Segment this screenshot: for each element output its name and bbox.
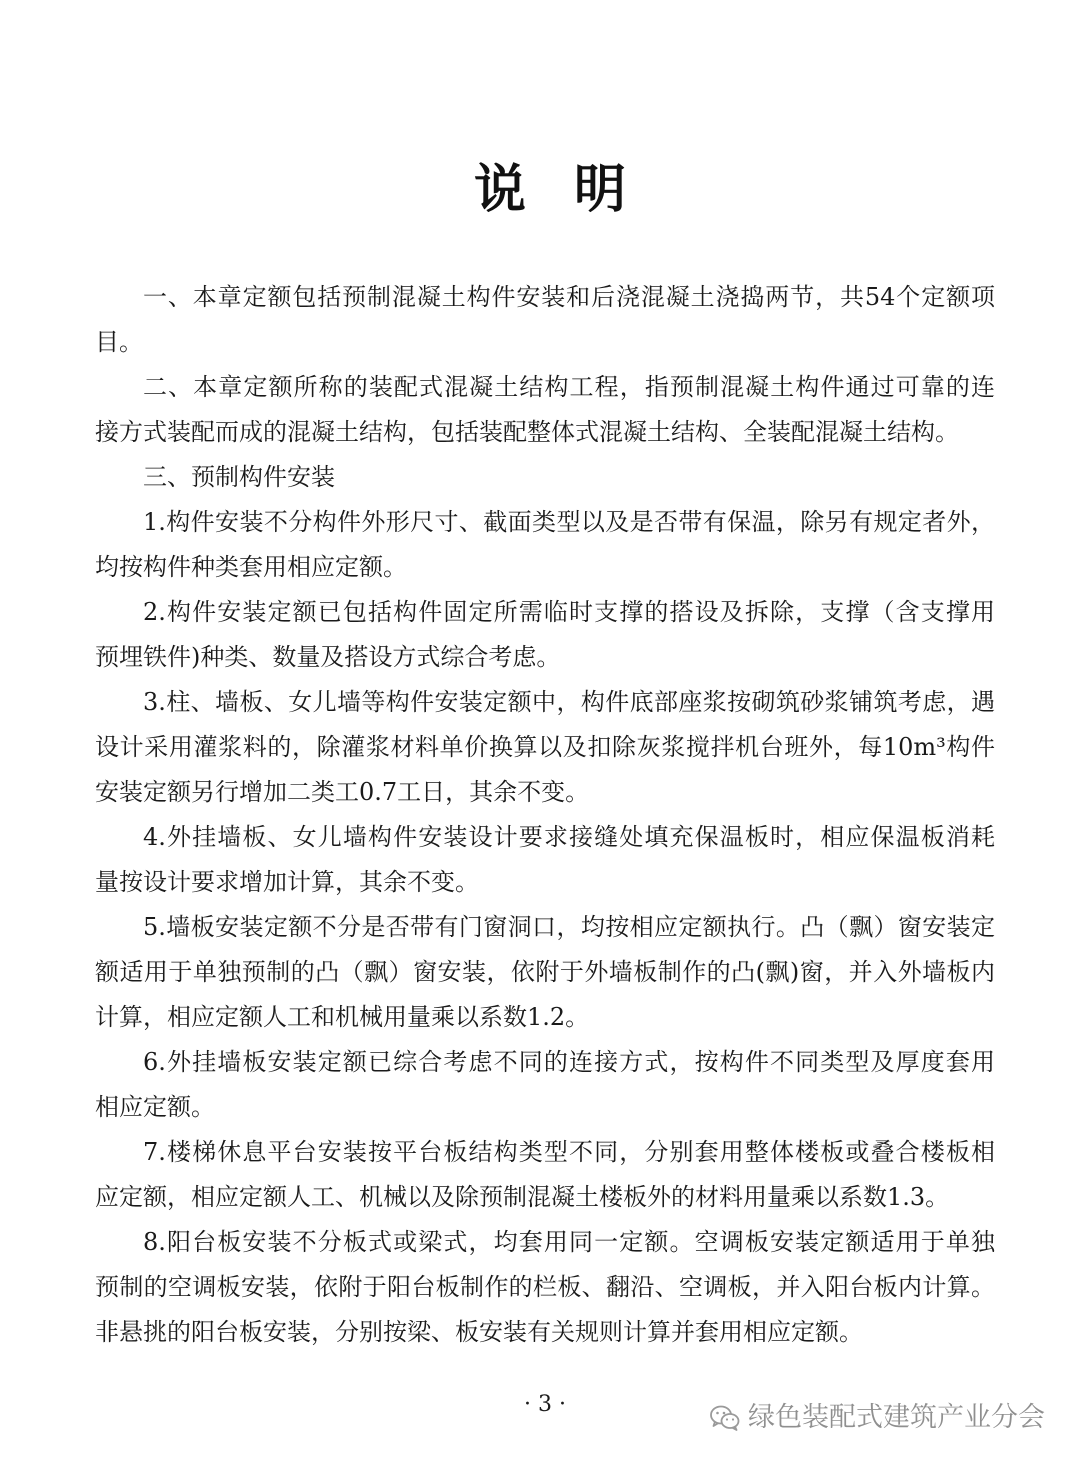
text-line: 三、预制构件安装	[143, 463, 335, 491]
text-line: 均按构件种类套用相应定额。	[95, 553, 407, 581]
item-8	[95, 1220, 995, 1355]
page-title: 说明	[474, 159, 675, 220]
item-2	[95, 590, 995, 680]
item-4	[95, 815, 995, 905]
page-number: · 3 ·	[524, 1392, 566, 1417]
text-line: 一、本章定额包括预制混凝土构件安装和后浇混凝土浇捣两节，共54个定额项	[143, 283, 995, 311]
text-line: 相应定额。	[95, 1093, 215, 1121]
text-line: 设计采用灌浆料的，除灌浆材料单价换算以及扣除灰浆搅拌机台班外，每10m³构件	[95, 733, 995, 761]
section-heading	[95, 455, 995, 500]
item-7	[95, 1130, 995, 1220]
text-line: 安装定额另行增加二类工0.7工日，其余不变。	[95, 778, 590, 806]
wechat-icon	[710, 1405, 740, 1431]
text-line: 7.楼梯休息平台安装按平台板结构类型不同，分别套用整体楼板或叠合楼板相	[143, 1138, 995, 1166]
paragraph-2	[95, 365, 995, 455]
item-5	[95, 905, 995, 1040]
text-line: 5.墙板安装定额不分是否带有门窗洞口，均按相应定额执行。凸（飘）窗安装定	[143, 913, 995, 941]
text-line: 非悬挑的阳台板安装，分别按梁、板安装有关规则计算并套用相应定额。	[95, 1318, 863, 1346]
item-1	[95, 500, 995, 590]
text-line: 额适用于单独预制的凸（飘）窗安装，依附于外墙板制作的凸(飘)窗，并入外墙板内	[95, 958, 995, 986]
text-line: 二、本章定额所称的装配式混凝土结构工程，指预制混凝土构件通过可靠的连	[143, 373, 995, 401]
item-6	[95, 1040, 995, 1130]
text-line: 8.阳台板安装不分板式或梁式，均套用同一定额。空调板安装定额适用于单独	[143, 1228, 995, 1256]
text-line: 预制的空调板安装，依附于阳台板制作的栏板、翻沿、空调板，并入阳台板内计算。	[95, 1273, 995, 1301]
text-line: 3.柱、墙板、女儿墙等构件安装定额中，构件底部座浆按砌筑砂浆铺筑考虑，遇	[143, 688, 995, 716]
document-body	[95, 275, 995, 1355]
text-line: 目。	[95, 328, 143, 356]
text-line: 2.构件安装定额已包括构件固定所需临时支撑的搭设及拆除，支撑（含支撑用	[143, 598, 995, 626]
text-line: 应定额，相应定额人工、机械以及除预制混凝土楼板外的材料用量乘以系数1.3。	[95, 1183, 950, 1211]
paragraph-1	[95, 275, 995, 365]
text-line: 计算，相应定额人工和机械用量乘以系数1.2。	[95, 1003, 590, 1031]
text-line: 6.外挂墙板安装定额已综合考虑不同的连接方式，按构件不同类型及厚度套用	[143, 1048, 995, 1076]
item-3	[95, 680, 995, 815]
text-line: 预埋铁件)种类、数量及搭设方式综合考虑。	[95, 643, 561, 671]
text-line: 4.外挂墙板、女儿墙构件安装设计要求接缝处填充保温板时，相应保温板消耗	[143, 823, 995, 851]
watermark-text: 绿色装配式建筑产业分会	[748, 1402, 1045, 1433]
text-line: 1.构件安装不分构件外形尺寸、截面类型以及是否带有保温，除另有规定者外，	[143, 508, 995, 536]
watermark	[708, 1400, 1053, 1436]
text-line: 接方式装配而成的混凝土结构，包括装配整体式混凝土结构、全装配混凝土结构。	[95, 418, 959, 446]
text-line: 量按设计要求增加计算，其余不变。	[95, 868, 479, 896]
